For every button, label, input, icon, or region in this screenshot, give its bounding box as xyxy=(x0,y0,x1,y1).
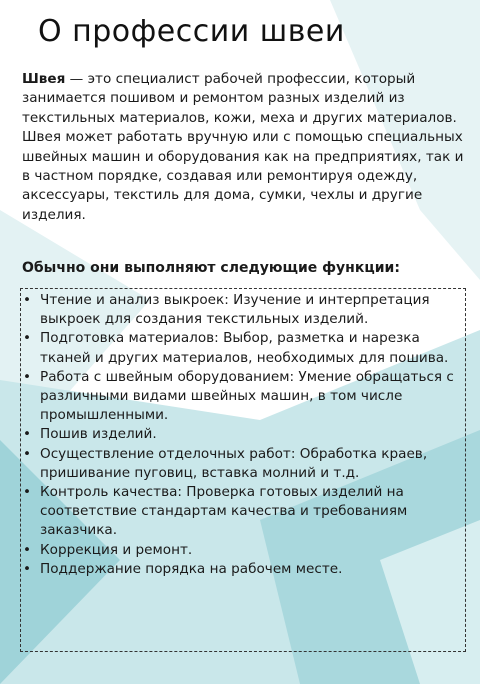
list-item xyxy=(18,291,470,329)
intro-paragraph xyxy=(22,70,472,225)
intro-text: — это специалист рабочей профессии, который занимается пошивом и ремонтом разных изделий из текстильных материалов, кожи, меха и других материалов. Швея может работать вручную или с помощью специальных швейных машин и оборудования как на предприятиях, так и в частном порядке, создавая или ремонтируя одежду, аксессуары, текстиль для дома, сумки, чехлы и другие изделия. xyxy=(22,71,464,223)
bullet-icon: • xyxy=(22,292,32,308)
bullet-icon: • xyxy=(22,541,32,558)
intro-term: Швея xyxy=(22,71,66,87)
list-item xyxy=(18,483,470,541)
list-item-text: Подготовка материалов: Выбор, разметка и нарезка тканей и других материалов, необходимых для пошива. xyxy=(40,330,449,366)
list-item xyxy=(18,541,470,560)
list-item-text: Осуществление отделочных работ: Обработка краев, пришивание пуговиц, вставка молний и т.д. xyxy=(40,445,428,481)
list-item xyxy=(18,368,470,426)
functions-list xyxy=(18,291,470,579)
list-item xyxy=(18,560,470,579)
bullet-icon: • xyxy=(22,445,32,462)
functions-heading: Обычно они выполняют следующие функции: xyxy=(22,260,400,276)
list-item xyxy=(18,445,470,483)
list-item-text: Контроль качества: Проверка готовых изделий на соответствие стандартам качества и требованиям заказчика. xyxy=(40,484,408,539)
list-item-text: Пошив изделий. xyxy=(40,426,157,443)
list-item-text: Работа с швейным оборудованием: Умение обращаться с различными видами швейных машин, в том числе промышленными. xyxy=(40,368,454,424)
list-item-text: Чтение и анализ выкроек: Изучение и интерпретация выкроек для создания текстильных изделий. xyxy=(40,292,430,328)
bullet-icon: • xyxy=(22,368,32,385)
list-item xyxy=(18,425,470,444)
bullet-icon: • xyxy=(22,426,32,443)
bullet-icon: • xyxy=(22,330,32,347)
list-item-text: Поддержание порядка на рабочем месте. xyxy=(40,560,343,577)
bullet-icon: • xyxy=(22,484,32,501)
list-item xyxy=(18,329,470,367)
bullet-icon: • xyxy=(22,560,32,577)
list-item-text: Коррекция и ремонт. xyxy=(40,541,193,558)
page-title: О профессии швеи xyxy=(38,14,345,49)
